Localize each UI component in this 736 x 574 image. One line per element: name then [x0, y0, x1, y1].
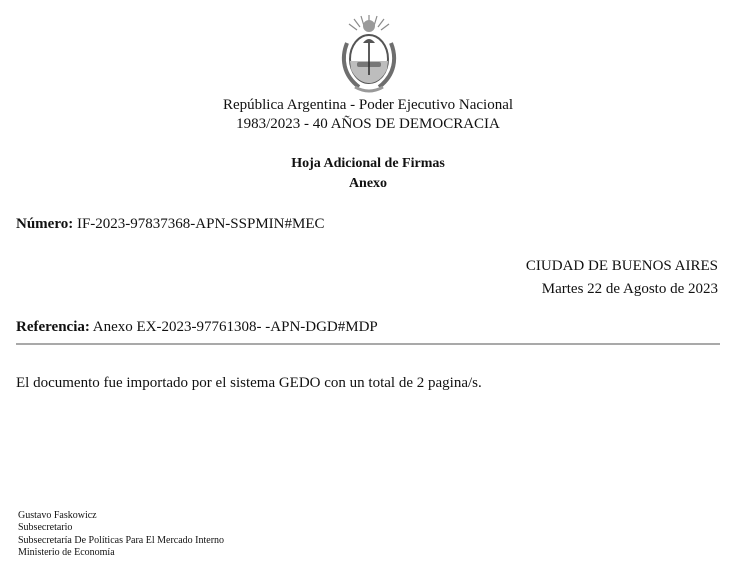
referencia-label: Referencia:	[16, 319, 90, 335]
header-anniversary-line: 1983/2023 - 40 AÑOS DE DEMOCRACIA	[236, 116, 500, 132]
numero-label: Número:	[16, 216, 74, 232]
city-text: CIUDAD DE BUENOS AIRES	[525, 258, 718, 274]
signer-office: Subsecretaría De Políticas Para El Mercado Interno	[18, 535, 225, 546]
date-text: Martes 22 de Agosto de 2023	[541, 281, 718, 297]
signer-name: Gustavo Faskowicz	[18, 510, 97, 521]
referencia-row	[16, 318, 378, 336]
document-body-text: El documento fue importado por el sistema GEDO con un total de 2 pagina/s.	[16, 375, 482, 391]
document-subtitle: Anexo	[348, 176, 388, 191]
referencia-value: Anexo EX-2023-97761308- -APN-DGD#MDP	[92, 319, 378, 335]
coat-of-arms-icon	[339, 13, 399, 95]
signer-ministry: Ministerio de Economía	[18, 547, 115, 558]
section-divider	[16, 343, 720, 345]
numero-value: IF-2023-97837368-APN-SSPMIN#MEC	[76, 216, 325, 232]
numero-row	[16, 215, 325, 233]
signer-position: Subsecretario	[18, 522, 73, 533]
document-title: Hoja Adicional de Firmas	[291, 156, 445, 171]
header-government-line: República Argentina - Poder Ejecutivo Nacional	[222, 97, 514, 113]
